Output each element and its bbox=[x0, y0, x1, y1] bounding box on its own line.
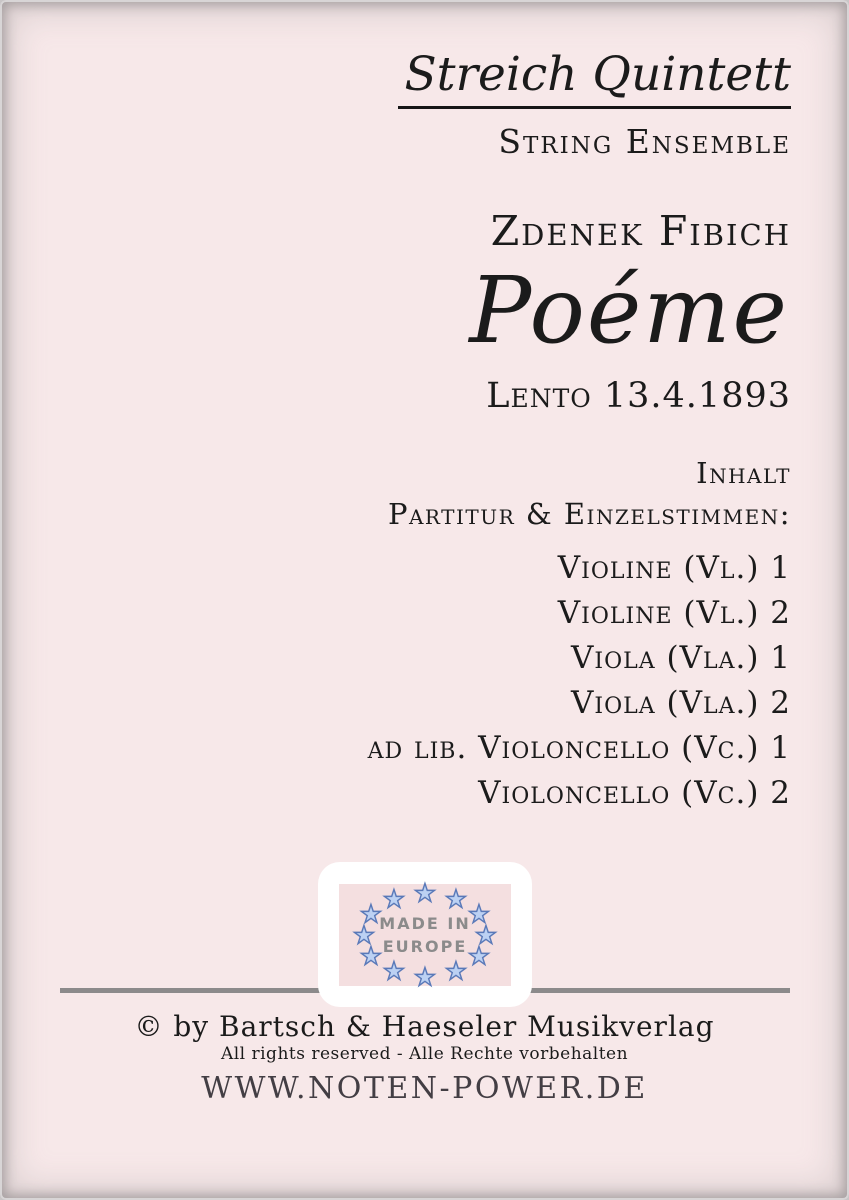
composer-name: Zdenek Fibich bbox=[490, 207, 791, 256]
main-column bbox=[40, 0, 791, 816]
part-viola-2: Viola (Vla.) 2 bbox=[571, 685, 791, 722]
publisher-website: WWW.NOTEN-POWER.DE bbox=[201, 1071, 648, 1106]
star-icon: ★ bbox=[444, 884, 468, 914]
contents-heading: Inhalt bbox=[696, 456, 791, 491]
series-title-german-text: Streich Quintett bbox=[398, 48, 791, 109]
star-icon: ★ bbox=[413, 962, 437, 992]
made-in-europe-line2: EUROPE bbox=[382, 937, 468, 956]
made-in-europe-line1: MADE IN bbox=[379, 913, 471, 933]
part-viola-1: Viola (Vla.) 1 bbox=[571, 640, 791, 677]
star-icon: ★ bbox=[474, 920, 498, 950]
star-icon: ★ bbox=[359, 941, 383, 971]
star-icon: ★ bbox=[359, 899, 383, 929]
part-violine-1: Violine (Vl.) 1 bbox=[557, 550, 791, 587]
publisher-footer bbox=[0, 1010, 849, 1106]
rights-reserved-line: All rights reserved - Alle Rechte vorbehalten bbox=[220, 1044, 629, 1064]
contents-subheading: Partitur & Einzelstimmen: bbox=[387, 497, 791, 532]
made-in-europe-badge bbox=[318, 862, 532, 1007]
series-title-english: String Ensemble bbox=[498, 122, 791, 162]
star-icon: ★ bbox=[382, 956, 406, 986]
tempo-and-date: Lento 13.4.1893 bbox=[486, 376, 791, 417]
part-violoncello-1: ad lib. Violoncello (Vc.) 1 bbox=[367, 730, 791, 767]
copyright-line: © by Bartsch & Haeseler Musikverlag bbox=[134, 1010, 715, 1043]
star-icon: ★ bbox=[467, 941, 491, 971]
star-icon: ★ bbox=[413, 878, 437, 908]
made-in-europe-label bbox=[339, 912, 511, 958]
star-icon: ★ bbox=[444, 956, 468, 986]
star-icon: ★ bbox=[382, 884, 406, 914]
part-violoncello-2: Violoncello (Vc.) 2 bbox=[478, 775, 791, 812]
series-title-german bbox=[40, 48, 791, 109]
star-icon: ★ bbox=[352, 920, 376, 950]
parts-list bbox=[40, 546, 791, 816]
work-title: Poéme bbox=[469, 257, 789, 365]
part-violine-2: Violine (Vl.) 2 bbox=[557, 595, 791, 632]
star-icon: ★ bbox=[467, 899, 491, 929]
made-in-europe-badge-panel bbox=[339, 878, 511, 992]
